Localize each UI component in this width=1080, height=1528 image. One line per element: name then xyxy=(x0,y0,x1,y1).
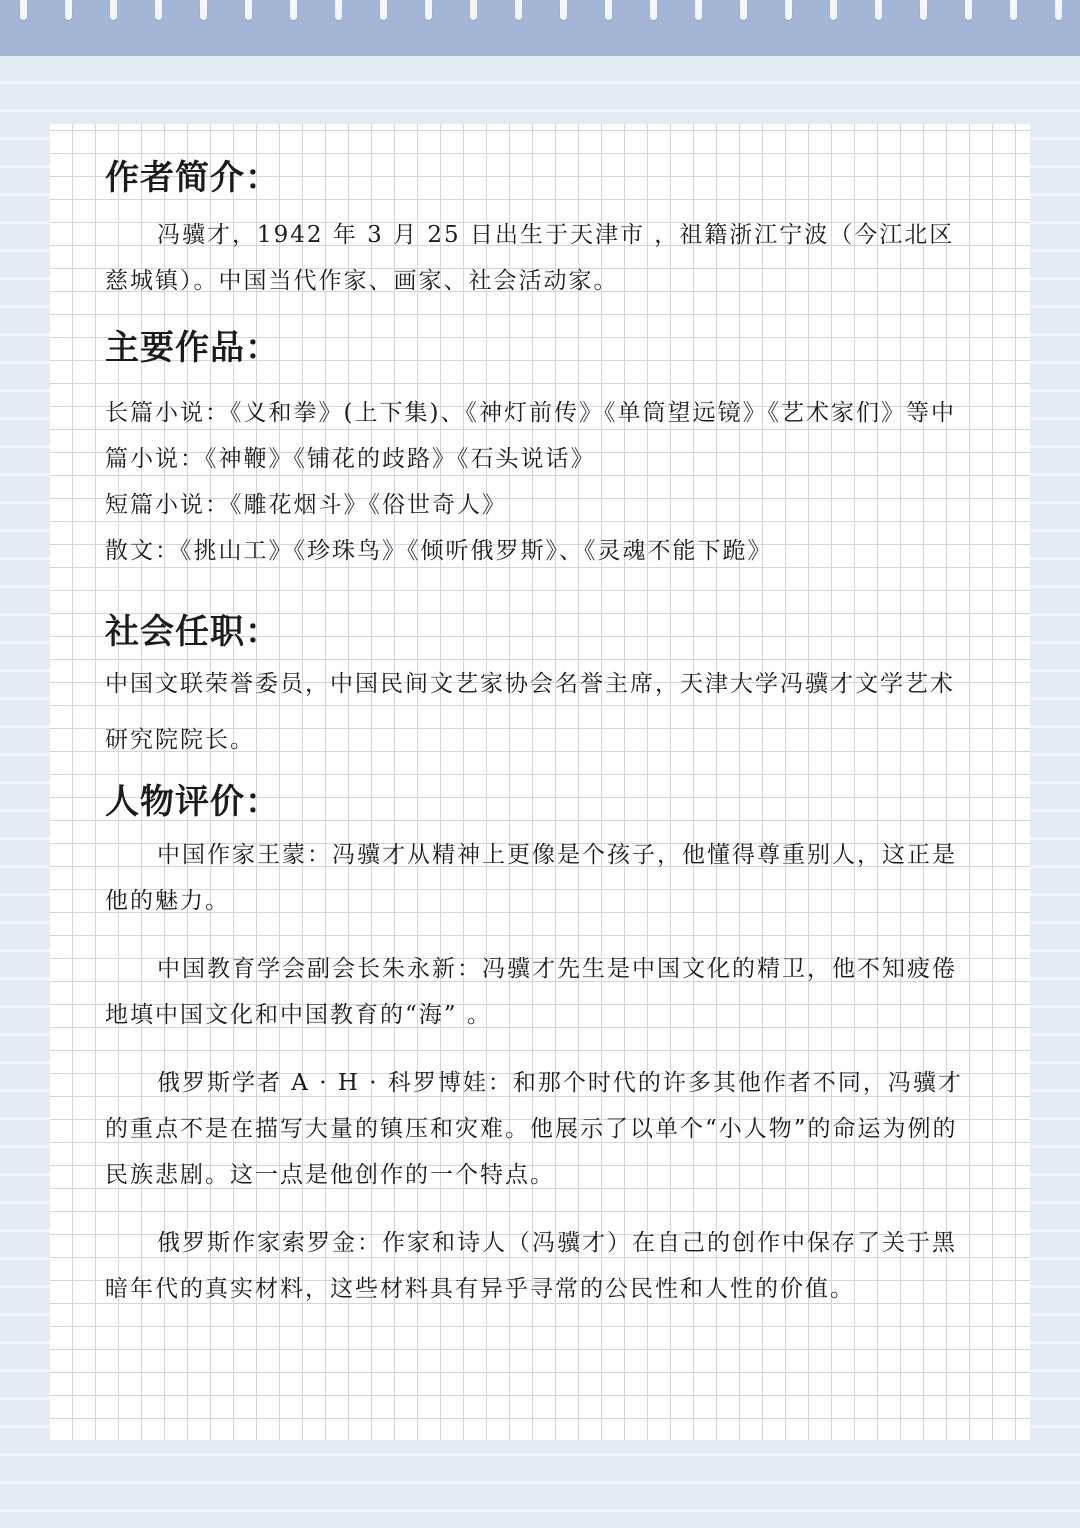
review-paragraph: 中国作家王蒙：冯骥才从精神上更像是个孩子，他懂得尊重别人，这正是他的魅力。 xyxy=(105,842,957,914)
binding-ring xyxy=(380,0,387,20)
notebook-binding-band xyxy=(0,0,1080,56)
binding-ring xyxy=(245,0,252,20)
binding-ring xyxy=(875,0,882,20)
binding-ring xyxy=(920,0,927,20)
binding-ring xyxy=(560,0,567,20)
binding-ring xyxy=(290,0,297,20)
review-paragraph: 俄罗斯学者 A · H · 科罗博娃：和那个时代的许多其他作者不同，冯骥才的重点不是在描写大量的镇压和灾难。他展示了以单个“小人物”的命运为例的民族悲剧。这一点是他创作的一个特点。 xyxy=(105,1070,963,1188)
binding-ring xyxy=(470,0,477,20)
binding-ring xyxy=(65,0,72,20)
works-heading: 主要作品： xyxy=(105,328,280,368)
binding-ring xyxy=(200,0,207,20)
works-line: 短篇小说：《雕花烟斗》《俗世奇人》 xyxy=(105,492,507,518)
section-intro xyxy=(105,156,975,304)
binding-ring xyxy=(605,0,612,20)
reviews-heading: 人物评价： xyxy=(105,782,280,822)
works-line: 散文：《挑山工》《珍珠鸟》《倾听俄罗斯》、《灵魂不能下跪》 xyxy=(105,538,773,564)
binding-ring xyxy=(20,0,27,20)
binding-ring xyxy=(155,0,162,20)
binding-ring xyxy=(965,0,972,20)
binding-ring xyxy=(1010,0,1017,20)
review-paragraph: 中国教育学会副会长朱永新：冯骥才先生是中国文化的精卫，他不知疲倦地填中国文化和中国教育的“海” 。 xyxy=(105,956,957,1028)
binding-ring xyxy=(740,0,747,20)
binding-ring xyxy=(110,0,117,20)
section-works xyxy=(105,326,975,574)
review-paragraph: 俄罗斯作家索罗金：作家和诗人（冯骥才）在自己的创作中保存了关于黑暗年代的真实材料，这些材料具有异乎寻常的公民性和人性的价值。 xyxy=(105,1230,957,1302)
section-positions xyxy=(105,610,975,768)
binding-ring xyxy=(785,0,792,20)
binding-ring xyxy=(1055,0,1062,20)
positions-heading: 社会任职： xyxy=(105,612,280,652)
binding-ring xyxy=(515,0,522,20)
binding-ring xyxy=(650,0,657,20)
grid-paper-sheet xyxy=(50,124,1030,1440)
intro-heading: 作者简介： xyxy=(105,158,280,198)
binding-rings xyxy=(0,0,1080,22)
section-reviews xyxy=(105,780,975,1312)
binding-ring xyxy=(335,0,342,20)
intro-text: 冯骥才，1942 年 3 月 25 日出生于天津市 ，祖籍浙江宁波（今江北区慈城镇）。中国当代作家、画家、社会活动家。 xyxy=(105,222,955,294)
binding-ring xyxy=(830,0,837,20)
binding-ring xyxy=(425,0,432,20)
works-line: 长篇小说：《义和拳》(上下集)、《神灯前传》《单筒望远镜》《艺术家们》等中篇小说：《神鞭》《铺花的歧路》《石头说话》 xyxy=(105,400,956,472)
binding-ring xyxy=(695,0,702,20)
positions-text: 中国文联荣誉委员，中国民间文艺家协会名誉主席，天津大学冯骥才文学艺术研究院院长。 xyxy=(105,671,955,753)
